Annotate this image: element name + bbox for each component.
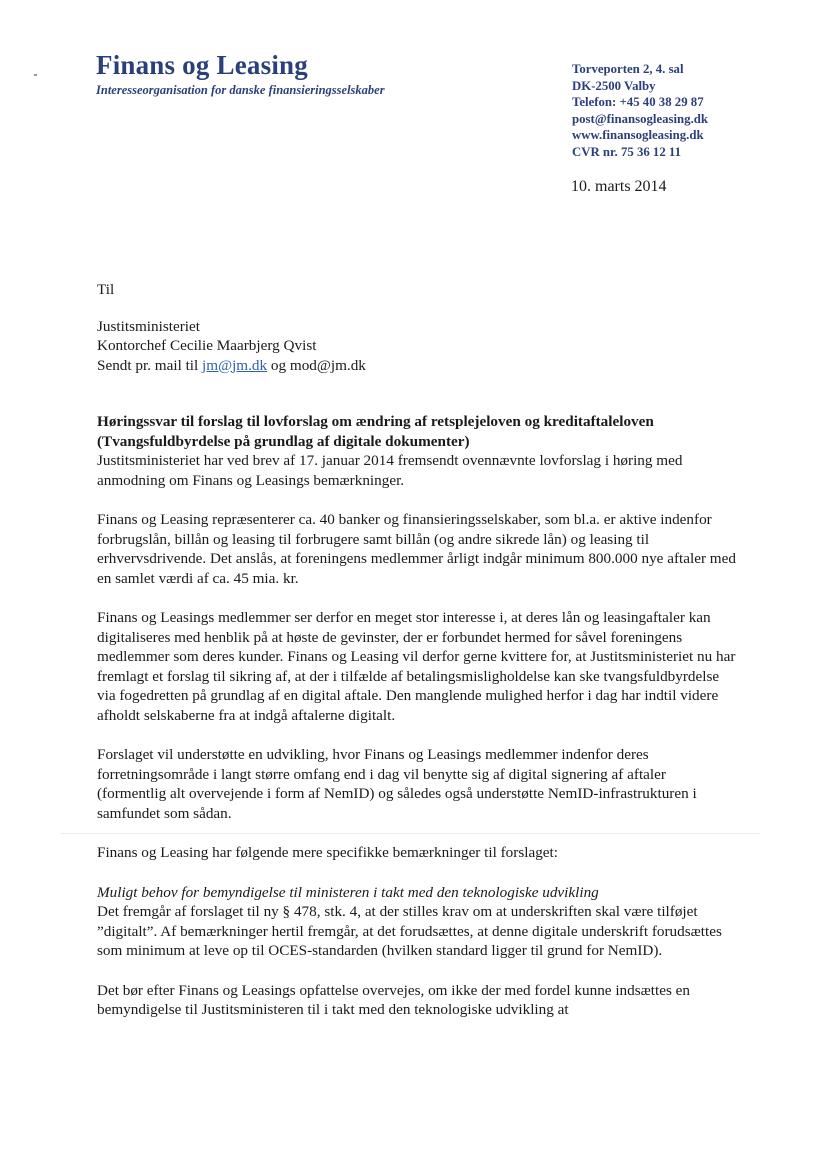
recipient-line-1: Justitsministeriet — [97, 317, 200, 335]
sent-by-mail-line — [97, 356, 737, 376]
contact-email: post@finansogleasing.dk — [572, 111, 709, 126]
scan-speck — [34, 74, 37, 76]
mail-link[interactable]: jm@jm.dk — [202, 356, 268, 374]
letter-date: 10. marts 2014 — [571, 178, 667, 195]
paragraph-1: Justitsministeriet har ved brev af 17. januar 2014 fremsendt ovennævnte lovforslag i høring med anmodning om Finans og Leasings bemærkninger. — [97, 452, 683, 489]
paragraph-7: Det bør efter Finans og Leasings opfattelse overvejes, om ikke der med fordel kunne indsættes en bemyndigelse til Justitsministeren til i takt med den teknologiske udvikling at — [97, 981, 690, 1018]
organization-name: Finans og Leasing — [96, 50, 308, 80]
address-line-1: Torveporten 2, 4. sal — [572, 62, 684, 76]
to-label: Til — [97, 281, 115, 298]
paragraph-4: Forslaget vil understøtte en udvikling, hvor Finans og Leasings medlemmer indenfor deres forretningsområde i langt større omfang end i dag vil benytte sig af digital signering af aftaler (formentlig alt overvejende i form af NemID) og således også understøtte NemID-infrastrukturen i samfundet som sådan. — [97, 746, 697, 822]
paragraph-3: Finans og Leasings medlemmer ser derfor en meget stor interesse i, at deres lån og leasingaftaler kan digitaliseres med henblik på at høste de gevinster, der er forbundet hermed for såvel foreningens medlemmer som deres kunder. Finans og Leasing vil derfor gerne kvittere for, at Justitsministeriet nu har fremlagt et forslag til sikring af, at der i tilfælde af betalingsmisligholdelse kan ske tvangsfuldbyrdelse via fogedretten på grundlag af en digital aftale. Den manglende mulighed herfor i dag har indtil videre afholdt selskaberne fra at indgå aftalerne digitalt. — [97, 609, 736, 724]
section-heading: Muligt behov for bemyndigelse til ministeren i takt med den teknologiske udvikling — [97, 883, 599, 901]
cvr-number: CVR nr. 75 36 12 11 — [572, 144, 682, 159]
paragraph-5: Finans og Leasing har følgende mere specifikke bemærkninger til forslaget: — [97, 844, 558, 861]
paragraph-6: Det fremgår af forslaget til ny § 478, stk. 4, at der stilles krav om at underskriften skal være tilføjet ”digitalt”. Af bemærkninger hertil fremgår, at det forudsættes, at denne digitale underskrift forudsættes som minimum at leve op til OCES-standarden (hvilken standard ligger til grund for NemID). — [97, 903, 722, 959]
contact-block — [572, 61, 708, 160]
website: www.finansogleasing.dk — [572, 128, 704, 142]
paragraph-2: Finans og Leasing repræsenterer ca. 40 banker og finansieringsselskaber, som bl.a. er aktive indenfor forbrugslån, billån og leasing til forbrugere samt billån (og andre sikrede lån) og leasing til erhvervsdrivende. Det anslås, at foreningens medlemmer årligt indgår minimum 800.000 nye aftaler med en samlet værdi af ca. 45 mia. kr. — [97, 511, 736, 587]
letter-body — [97, 280, 737, 1020]
sent-prefix: Sendt pr. mail til — [97, 356, 203, 374]
recipient-line-2: Kontorchef Cecilie Maarbjerg Qvist — [97, 337, 317, 354]
address-line-2: DK-2500 Valby — [572, 78, 656, 93]
phone-number: Telefon: +45 40 38 29 87 — [572, 95, 704, 109]
sent-suffix: og mod@jm.dk — [267, 356, 366, 374]
subject-line-2: (Tvangsfuldbyrdelse på grundlag af digitale dokumenter) — [97, 432, 470, 450]
subject-line-1: Høringssvar til forslag til lovforslag om ændring af retsplejeloven og kreditaftaleloven — [97, 413, 654, 430]
organization-tagline: Interesseorganisation for danske finansieringsselskaber — [96, 83, 385, 97]
